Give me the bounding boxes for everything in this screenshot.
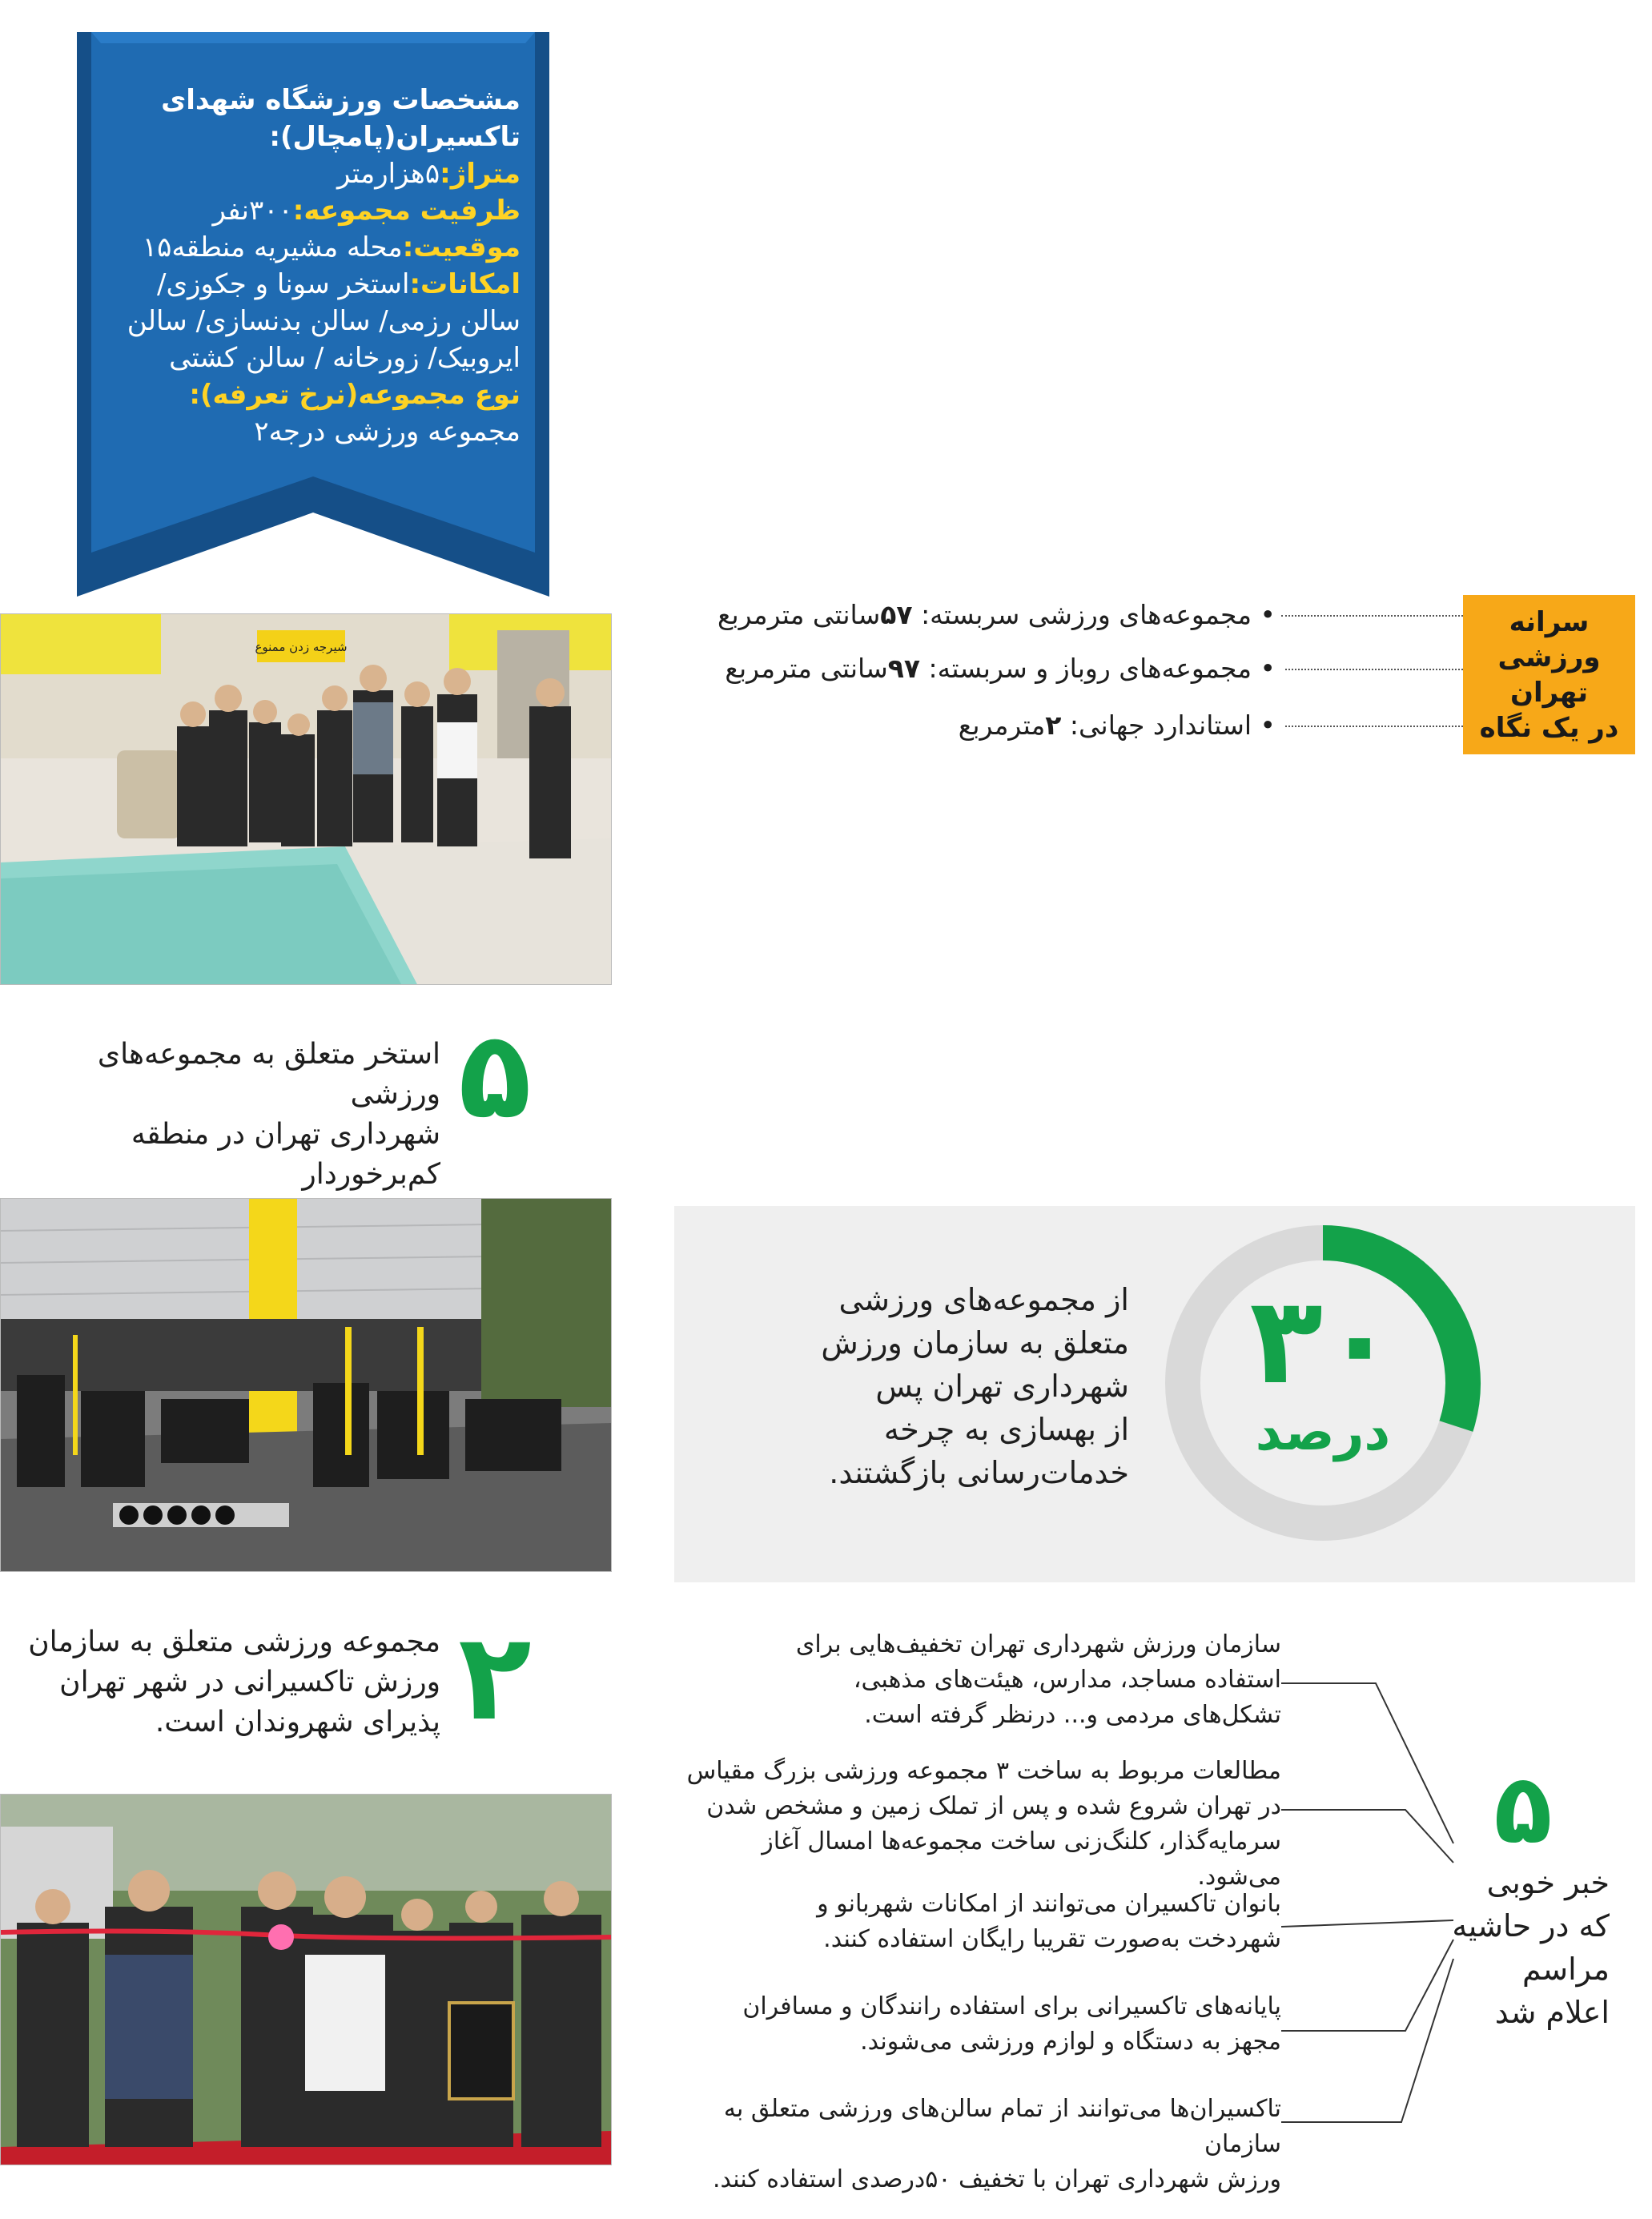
stat-taxi-text: مجموعه ورزشی متعلق به سازمان ورزش تاکسیرانی در شهر تهران پذیرای شهروندان است. xyxy=(28,1626,440,1739)
area-value: ۵هزارمتر xyxy=(337,158,440,190)
banner-text xyxy=(104,82,521,450)
specs-banner xyxy=(77,32,549,597)
per-capita-item-global: • استاندارد جهانی: ۲مترمربع xyxy=(958,710,1276,741)
news-item: پایانه‌های تاکسیرانی برای استفاده رانندگان و مسافران مجهز به دستگاه و لوازم ورزشی می‌شوند. xyxy=(742,1992,1281,2056)
type-label: نوع مجموعه(نرخ تعرفه): xyxy=(189,379,521,411)
per-capita-title xyxy=(1463,605,1635,746)
news-item: بانوان تاکسیران می‌توانند از امکانات شهربانو و شهردخت به‌صورت تقریبا رایگان استفاده کنند. xyxy=(817,1890,1281,1953)
leader-line xyxy=(1281,615,1463,617)
stat-pools-text: استخر متعلق به مجموعه‌های ورزشی شهرداری تهران در منطقه کم‌برخوردار xyxy=(97,1038,440,1191)
location-label: موقعیت: xyxy=(402,231,521,263)
stat-pools-number: ۵ xyxy=(458,1006,532,1145)
percent-text: از مجموعه‌های ورزشی متعلق به سازمان ورزش شهرداری تهران پس از بهسازی به چرخه خدمات‌رسانی بازگشتند. xyxy=(821,1282,1129,1490)
facilities-value-2: سالن رزمی/ سالن بدنسازی/ سالن xyxy=(127,305,521,337)
area-label: متراژ: xyxy=(440,158,521,190)
per-capita-item-indoor: • مجموعه‌های ورزشی سربسته: ۵۷سانتی مترمربع xyxy=(717,599,1276,630)
ribbon-photo xyxy=(0,1794,612,2165)
banner-title-2: تاکسیران(پامچال): xyxy=(269,121,521,153)
percent-unit: درصد xyxy=(1255,1403,1391,1462)
news-item: سازمان ورزش شهرداری تهران تخفیف‌هایی برای استفاده مساجد، مدارس، هیئت‌های مذهبی، تشکل‌های مردمی و... درنظر گرفته است. xyxy=(795,1630,1281,1729)
leader-line xyxy=(1285,669,1463,670)
news-item: تاکسیران‌ها می‌توانند از تمام سالن‌های ورزشی متعلق به سازمان ورزش شهرداری تهران با تخفیف ۵۰درصدی استفاده کنند. xyxy=(713,2095,1281,2193)
news-side-label: خبر خوبی که در حاشیه مراسم اعلام شد xyxy=(1452,1865,1610,2030)
facilities-label: امکانات: xyxy=(409,268,521,300)
leader-line xyxy=(1285,726,1463,727)
type-value: مجموعه ورزشی درجه۲ xyxy=(254,416,521,448)
percent-number: ۳۰ xyxy=(1249,1272,1397,1411)
location-value: محله مشیریه منطقه۱۵ xyxy=(142,231,403,263)
per-capita-title-3: در یک نگاه xyxy=(1479,711,1619,744)
capacity-label: ظرفیت مجموعه: xyxy=(292,195,521,227)
per-capita-title-1: سرانه ورزشی xyxy=(1497,605,1601,673)
facilities-value-1: استخر سونا و جکوزی/ xyxy=(156,268,410,300)
pool-sign: شیرجه زدن ممنوع xyxy=(255,640,348,654)
stat-taxi-number: ۲ xyxy=(458,1608,532,1747)
capacity-value: ۳۰۰نفر xyxy=(212,195,293,227)
news-side-number: ۵ xyxy=(1493,1754,1553,1865)
gym-photo xyxy=(0,1198,612,1572)
per-capita-box xyxy=(1463,595,1635,754)
per-capita-title-2: تهران xyxy=(1509,676,1589,709)
news-item: مطالعات مربوط به ساخت ۳ مجموعه ورزشی بزرگ مقیاس در تهران شروع شده و پس از تملک زمین و مشخص شدن سرمایه‌گذار، کلنگ‌زنی ساخت مجموعه‌ها امسال آغاز می‌شود. xyxy=(686,1757,1281,1891)
banner-title-1: مشخصات ورزشگاه شهدای xyxy=(161,84,521,116)
facilities-value-3: ایروبیک/ زورخانه / سالن کشتی xyxy=(169,342,521,374)
per-capita-item-mixed: • مجموعه‌های روباز و سربسته: ۹۷سانتی مترمربع xyxy=(725,653,1276,684)
pool-photo xyxy=(0,613,612,985)
news-connector-lines xyxy=(1281,1650,1457,2170)
